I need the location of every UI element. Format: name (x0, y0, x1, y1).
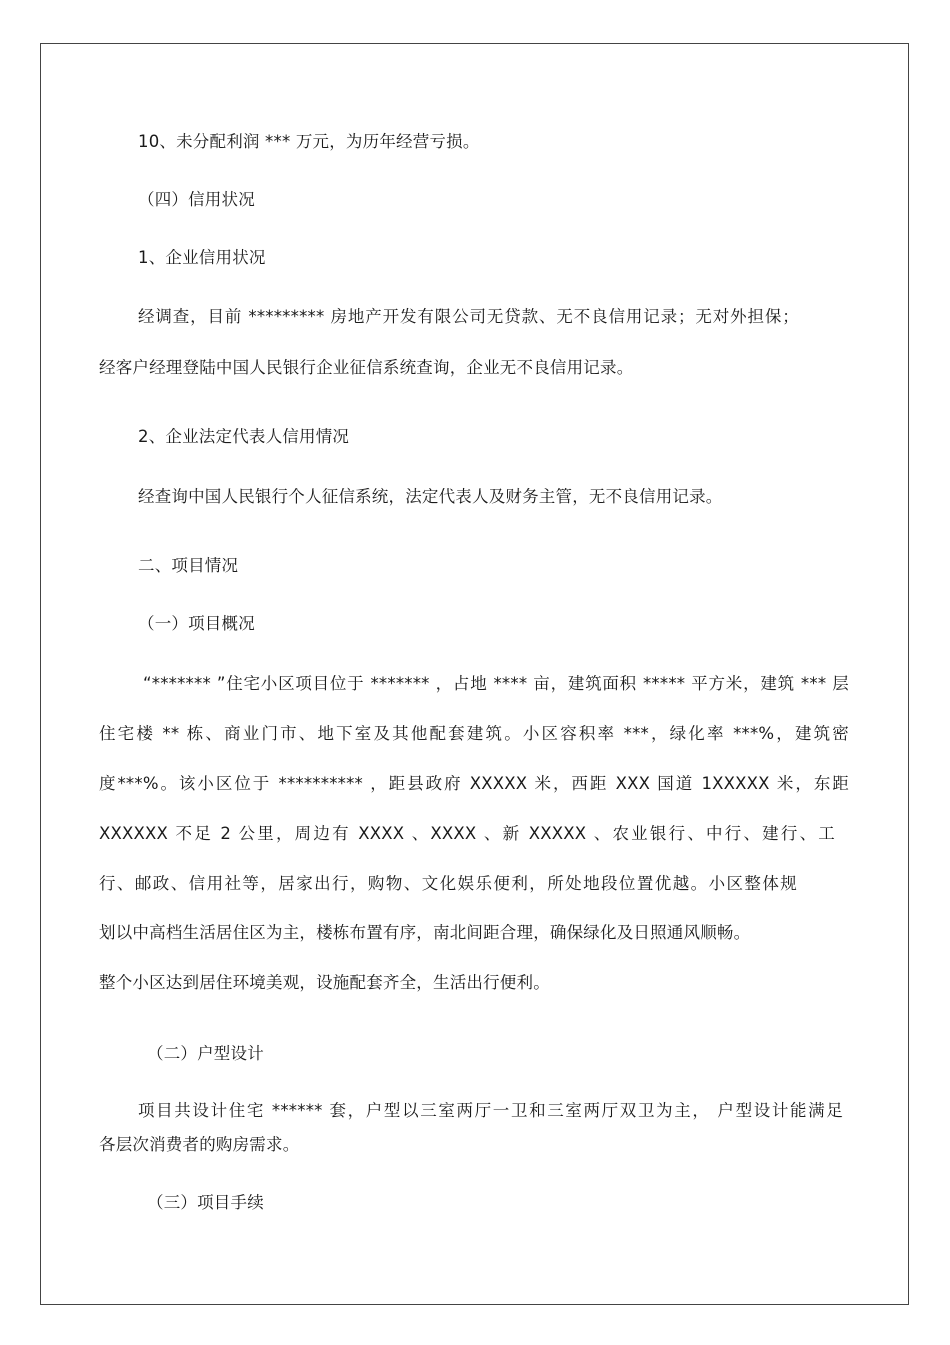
text-line-personal-credit: 经查询中国人民银行个人征信系统，法定代表人及财务主管，无不良信用记录。 (138, 487, 723, 506)
heading-project-procedures: （三）项目手续 (147, 1193, 264, 1212)
paragraph-line: 度***%。该小区位于 ********** ，距县政府 XXXXX 米，西距 XXX 国道 1XXXXX 米，东距 (99, 774, 849, 793)
heading-legal-rep-credit: 2、企业法定代表人信用情况 (138, 427, 350, 446)
paragraph-line: 行、邮政、信用社等，居家出行，购物、文化娱乐便利，所处地段位置优越。小区整体规 (99, 874, 797, 893)
text-line-investigation: 经调查，目前 ********* 房地产开发有限公司无贷款、无不良信用记录；无对外担保； (138, 307, 799, 326)
heading-project-overview: （一）项目概况 (138, 614, 255, 633)
paragraph-line: 项目共设计住宅 ****** 套，户型以三室两厅一卫和三室两厅双卫为主， 户型设计能满足 (138, 1101, 843, 1120)
paragraph-line: “******* ”住宅小区项目位于 ******* ，占地 **** 亩，建筑面积 ***** 平方米，建筑 *** 层 (143, 674, 849, 693)
paragraph-line: XXXXXX 不足 2 公里，周边有 XXXX 、XXXX 、新 XXXXX 、农业银行、中行、建行、工 (99, 824, 835, 843)
text-line-credit-query: 经客户经理登陆中国人民银行企业征信系统查询，企业无不良信用记录。 (99, 358, 634, 377)
heading-credit-status: （四）信用状况 (138, 190, 255, 209)
heading-project-situation: 二、项目情况 (138, 556, 239, 575)
heading-enterprise-credit: 1、企业信用状况 (138, 248, 266, 267)
paragraph-line: 划以中高档生活居住区为主，楼栋布置有序，南北间距合理，确保绿化及日照通风顺畅。 (99, 923, 751, 942)
paragraph-line: 整个小区达到居住环境美观，设施配套齐全，生活出行便利。 (99, 973, 550, 992)
paragraph-line: 各层次消费者的购房需求。 (99, 1135, 300, 1154)
heading-unit-design: （二）户型设计 (147, 1044, 264, 1063)
paragraph-line: 住宅楼 ** 栋、商业门市、地下室及其他配套建筑。小区容积率 ***，绿化率 ***%，建筑密 (99, 724, 849, 743)
text-line-undistributed-profit: 10、未分配利润 *** 万元，为历年经营亏损。 (138, 132, 480, 151)
